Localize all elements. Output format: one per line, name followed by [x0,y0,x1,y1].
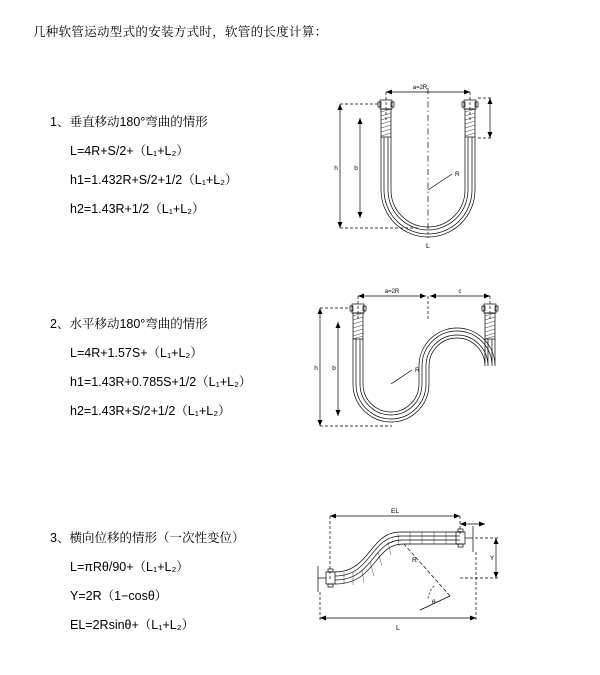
horizontal-180-bend-diagram [300,280,590,470]
dim-label-Y: Y [489,555,495,562]
section-heading-1: 1、垂直移动180°弯曲的情形 [50,115,208,129]
vertical-180-bend-diagram [300,78,590,268]
section-vertical-180 [0,78,600,268]
formula-block-2 [50,314,300,430]
dim-label-h: h [334,165,338,172]
page-title: 几种软管运动型式的安装方式时，软管的长度计算： [33,25,328,39]
dim-label-c: c [458,289,462,295]
section-heading-3: 3、横向位移的情形（一次性变位） [50,531,245,545]
formula-block-1 [50,112,300,228]
dim-label-L3: L [396,625,400,632]
dim-label-h2: h [314,365,318,372]
dim-label-b2: b [332,365,336,372]
formula-3-2: Y=2R（1−cosθ） [70,589,168,603]
dim-label-R3: R [412,557,417,564]
dim-label-a2: a=2R [384,289,400,295]
dim-label-b: b [354,165,358,172]
formula-1-2: h1=1.432R+S/2+1/2（L₁+L₂） [70,173,238,187]
dim-label-theta: θ [432,599,436,606]
formula-2-1: L=4R+1.57S+（L₁+L₂） [70,346,203,360]
dim-label-EL: EL [391,508,399,515]
dim-label-R2: R [415,367,420,374]
section-heading-2: 2、水平移动180°弯曲的情形 [50,317,208,331]
formula-block-3 [50,528,300,644]
formula-2-2: h1=1.43R+0.785S+1/2（L₁+L₂） [70,375,252,389]
formula-1-3: h2=1.43R+1/2（L₁+L₂） [70,202,205,216]
formula-3-1: L=πRθ/90+（L₁+L₂） [70,560,189,574]
formula-3-3: EL=2Rsinθ+（L₁+L₂） [70,618,195,632]
dim-label-a: a=2R [412,85,428,91]
dim-label-R: R [455,171,460,178]
formula-1-1: L=4R+S/2+（L₁+L₂） [70,144,189,158]
dim-label-L: L [426,243,430,250]
formula-2-3: h2=1.43R+S/2+1/2（L₁+L₂） [70,404,231,418]
lateral-offset-diagram [300,500,590,650]
section-lateral-offset [0,500,600,650]
section-horizontal-180 [0,280,600,470]
